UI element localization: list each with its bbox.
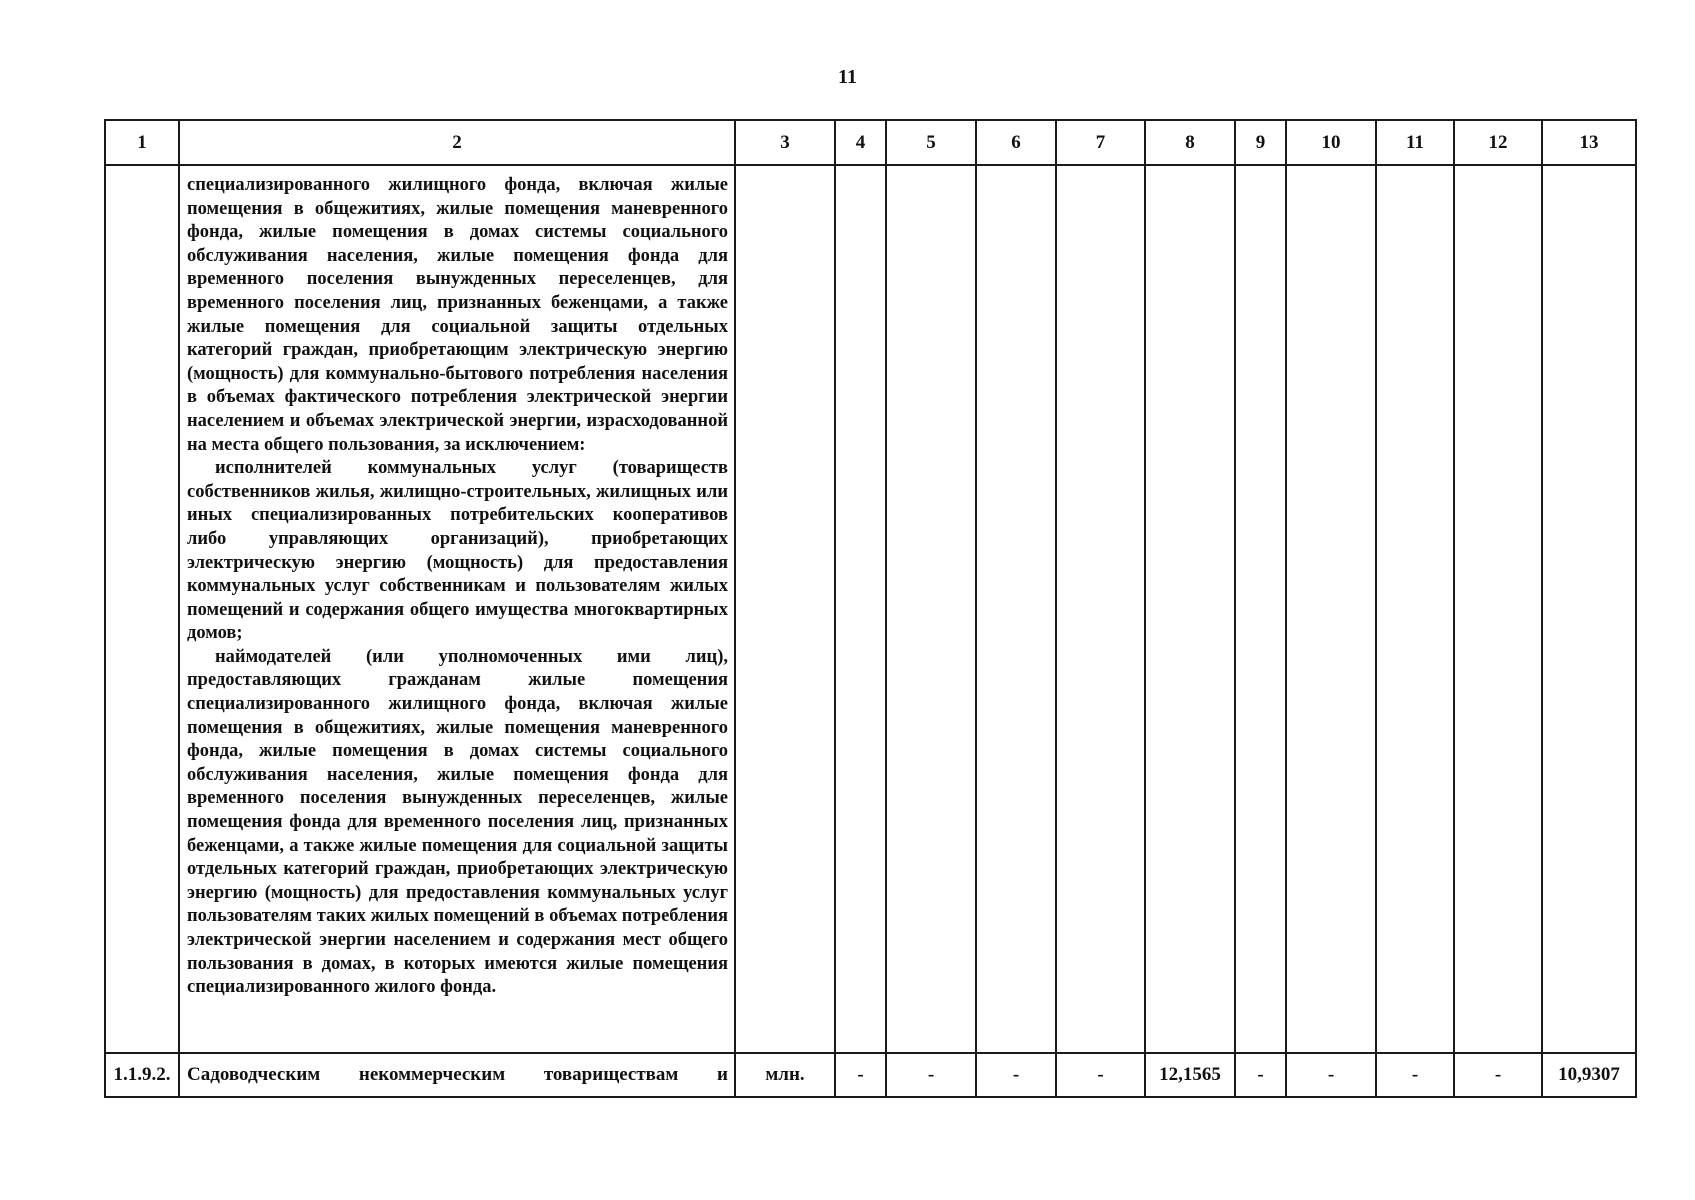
- header-col-3: 3: [735, 120, 835, 165]
- header-col-9: 9: [1235, 120, 1286, 165]
- row-col-9-cell: -: [1235, 1053, 1286, 1097]
- row-unit-cell: млн.: [735, 1053, 835, 1097]
- empty-cell: [735, 165, 835, 1053]
- header-col-6: 6: [976, 120, 1056, 165]
- header-col-2: 2: [179, 120, 735, 165]
- empty-cell: [1145, 165, 1235, 1053]
- row-col-8-cell: 12,1565: [1145, 1053, 1235, 1097]
- description-paragraph: специализированного жилищного фонда, включая жилые помещения в общежитиях, жилые помещения маневренного фонда, жилые помещения в домах системы социального обслуживания населения, жилые помещения фонда для временного поселения вынужденных переселенцев, для временного поселения лиц, признанных беженцами, а также жилые помещения для социальной защиты отдельных категорий граждан, приобретающим электрическую энергию (мощность) для коммунально-бытового потребления населения в объемах фактического потребления электрической энергии населением и объемах электрической энергии, израсходованной на места общего пользования, за исключением:: [187, 175, 728, 455]
- empty-cell: [1454, 165, 1542, 1053]
- row-code-cell: 1.1.9.2.: [105, 1053, 179, 1097]
- header-col-1: 1: [105, 120, 179, 165]
- row-col-5-cell: -: [886, 1053, 976, 1097]
- row-col-4-cell: -: [835, 1053, 886, 1097]
- empty-cell: [1235, 165, 1286, 1053]
- row-col-10-cell: -: [1286, 1053, 1376, 1097]
- row-col-7-cell: -: [1056, 1053, 1145, 1097]
- header-col-12: 12: [1454, 120, 1542, 165]
- continuation-description-cell: [179, 165, 735, 1053]
- description-paragraph: исполнителей коммунальных услуг (товариществ собственников жилья, жилищно-строительных, жилищных или иных специализированных потребительских кооперативов либо управляющих организаций), приобретающих электрическую энергию (мощность) для предоставления коммунальных услуг собственникам и пользователям жилых помещений и содержания общего имущества многоквартирных домов;: [187, 458, 728, 644]
- empty-cell: [1376, 165, 1454, 1053]
- row-col-6-cell: -: [976, 1053, 1056, 1097]
- empty-cell: [886, 165, 976, 1053]
- page-number: 11: [838, 66, 857, 88]
- empty-cell: [976, 165, 1056, 1053]
- header-col-11: 11: [1376, 120, 1454, 165]
- empty-cell: [1286, 165, 1376, 1053]
- row-col-11-cell: -: [1376, 1053, 1454, 1097]
- table-row-1-1-9-2: [105, 1053, 1636, 1097]
- header-col-4: 4: [835, 120, 886, 165]
- header-col-8: 8: [1145, 120, 1235, 165]
- empty-cell: [1542, 165, 1636, 1053]
- continuation-row: [105, 165, 1636, 1053]
- header-col-7: 7: [1056, 120, 1145, 165]
- empty-cell: [1056, 165, 1145, 1053]
- header-col-10: 10: [1286, 120, 1376, 165]
- continuation-code-cell: [105, 165, 179, 1053]
- header-col-5: 5: [886, 120, 976, 165]
- header-row: [105, 120, 1636, 165]
- row-col-12-cell: -: [1454, 1053, 1542, 1097]
- row-description-cell: Садоводческим некоммерческим товариществам и: [179, 1053, 735, 1097]
- row-col-13-cell: 10,9307: [1542, 1053, 1636, 1097]
- header-col-13: 13: [1542, 120, 1636, 165]
- empty-cell: [835, 165, 886, 1053]
- tariff-table: [104, 119, 1637, 1098]
- description-paragraph: наймодателей (или уполномоченных ими лиц), предоставляющих гражданам жилые помещения специализированного жилищного фонда, включая жилые помещения в общежитиях, жилые помещения маневренного фонда, жилые помещения в домах системы социального обслуживания населения, жилые помещения фонда для временного поселения вынужденных переселенцев, жилые помещения фонда для временного поселения лиц, признанных беженцами, а также жилые помещения для социальной защиты отдельных категорий граждан, приобретающих электрическую энергию (мощность) для предоставления коммунальных услуг пользователям таких жилых помещений в объемах потребления электрической энергии населением и содержания мест общего пользования в домах, в которых имеются жилые помещения специализированного жилого фонда.: [187, 646, 728, 998]
